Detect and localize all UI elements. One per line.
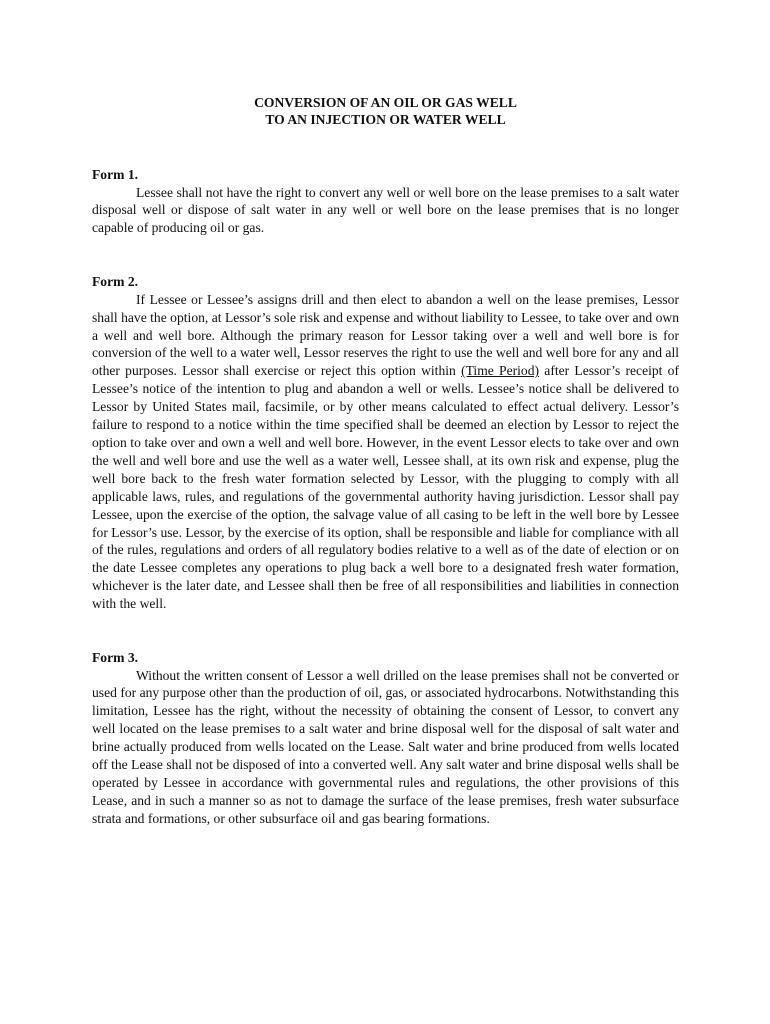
form-1-section	[92, 166, 679, 237]
form-2-text-before: If Lessee or Lessee’s assigns drill and then elect to abandon a well on the lease premises, Lessor shall have the option, at Lessor’s sole risk and expense and without liability to Lessee, to take over and own a well and well bore. Although the primary reason for Lessor taking over a well and well bore is for conversion of the well to a water well, Lessor reserves the right to use the well and well bore for any and all other purposes. Lessor shall exercise or reject this option within	[92, 291, 679, 379]
form-3-section	[92, 649, 679, 828]
form-2-paragraph	[92, 291, 679, 613]
form-3-heading: Form 3.	[92, 650, 139, 666]
document-title	[92, 94, 679, 128]
time-period-placeholder: (Time Period)	[461, 363, 540, 379]
form-3-paragraph: Without the written consent of Lessor a well drilled on the lease premises shall not be converted or used for any purpose other than the production of oil, gas, or associated hydrocarbons. Notwithstanding this limitation, Lessee has the right, without the necessity of obtaining the consent of Lessor, to convert any well located on the lease premises to a salt water and brine disposal well for the disposal of salt water and brine actually produced from wells located on the Lease. Salt water and brine produced from wells located off the Lease shall not be disposed of into a converted well. Any salt water and brine disposal wells shall be operated by Lessee in accordance with governmental rules and regulations, the other provisions of this Lease, and in such a manner so as not to damage the surface of the lease premises, fresh water subsurface strata and formations, or other subsurface oil and gas bearing formations.	[92, 667, 679, 826]
form-2-heading: Form 2.	[92, 274, 139, 290]
title-line-1: CONVERSION OF AN OIL OR GAS WELL	[254, 95, 517, 110]
form-2-section	[92, 273, 679, 613]
title-line-2: TO AN INJECTION OR WATER WELL	[265, 112, 506, 127]
form-1-heading: Form 1.	[92, 167, 139, 182]
form-1-paragraph: Lessee shall not have the right to convert any well or well bore on the lease premises to a salt water disposal well or dispose of salt water in any well or well bore on the lease premises that is no longer capable of producing oil or gas.	[92, 184, 679, 236]
form-2-text-after: after Lessor’s receipt of Lessee’s notice of the intention to plug and abandon a well or wells. Lessee’s notice shall be delivered to Lessor by United States mail, facsimile, or by other means calculated to effect actual delivery. Lessor’s failure to respond to a notice within the time specified shall be deemed an election by Lessor to reject the option to take over and own a well and well bore. However, in the event Lessor elects to take over and own the well and well bore and use the well as a water well, Lessee shall, at its own risk and expense, plug the well bore back to the fresh water formation selected by Lessor, with the plugging to comply with all applicable laws, rules, and regulations of the governmental authority having jurisdiction. Lessor shall pay Lessee, upon the exercise of the option, the salvage value of all casing to be left in the well bore by Lessee for Lessor’s use. Lessor, by the exercise of its option, shall be responsible and liable for compliance with all of the rules, regulations and orders of all regulatory bodies relative to a well as of the date of election or on the date Lessee completes any operations to plug back a well bore to a designated fresh water formation, whichever is the later date, and Lessee shall then be free of all responsibilities and liabilities in connection with the well.	[92, 363, 680, 612]
document-page	[92, 94, 679, 828]
